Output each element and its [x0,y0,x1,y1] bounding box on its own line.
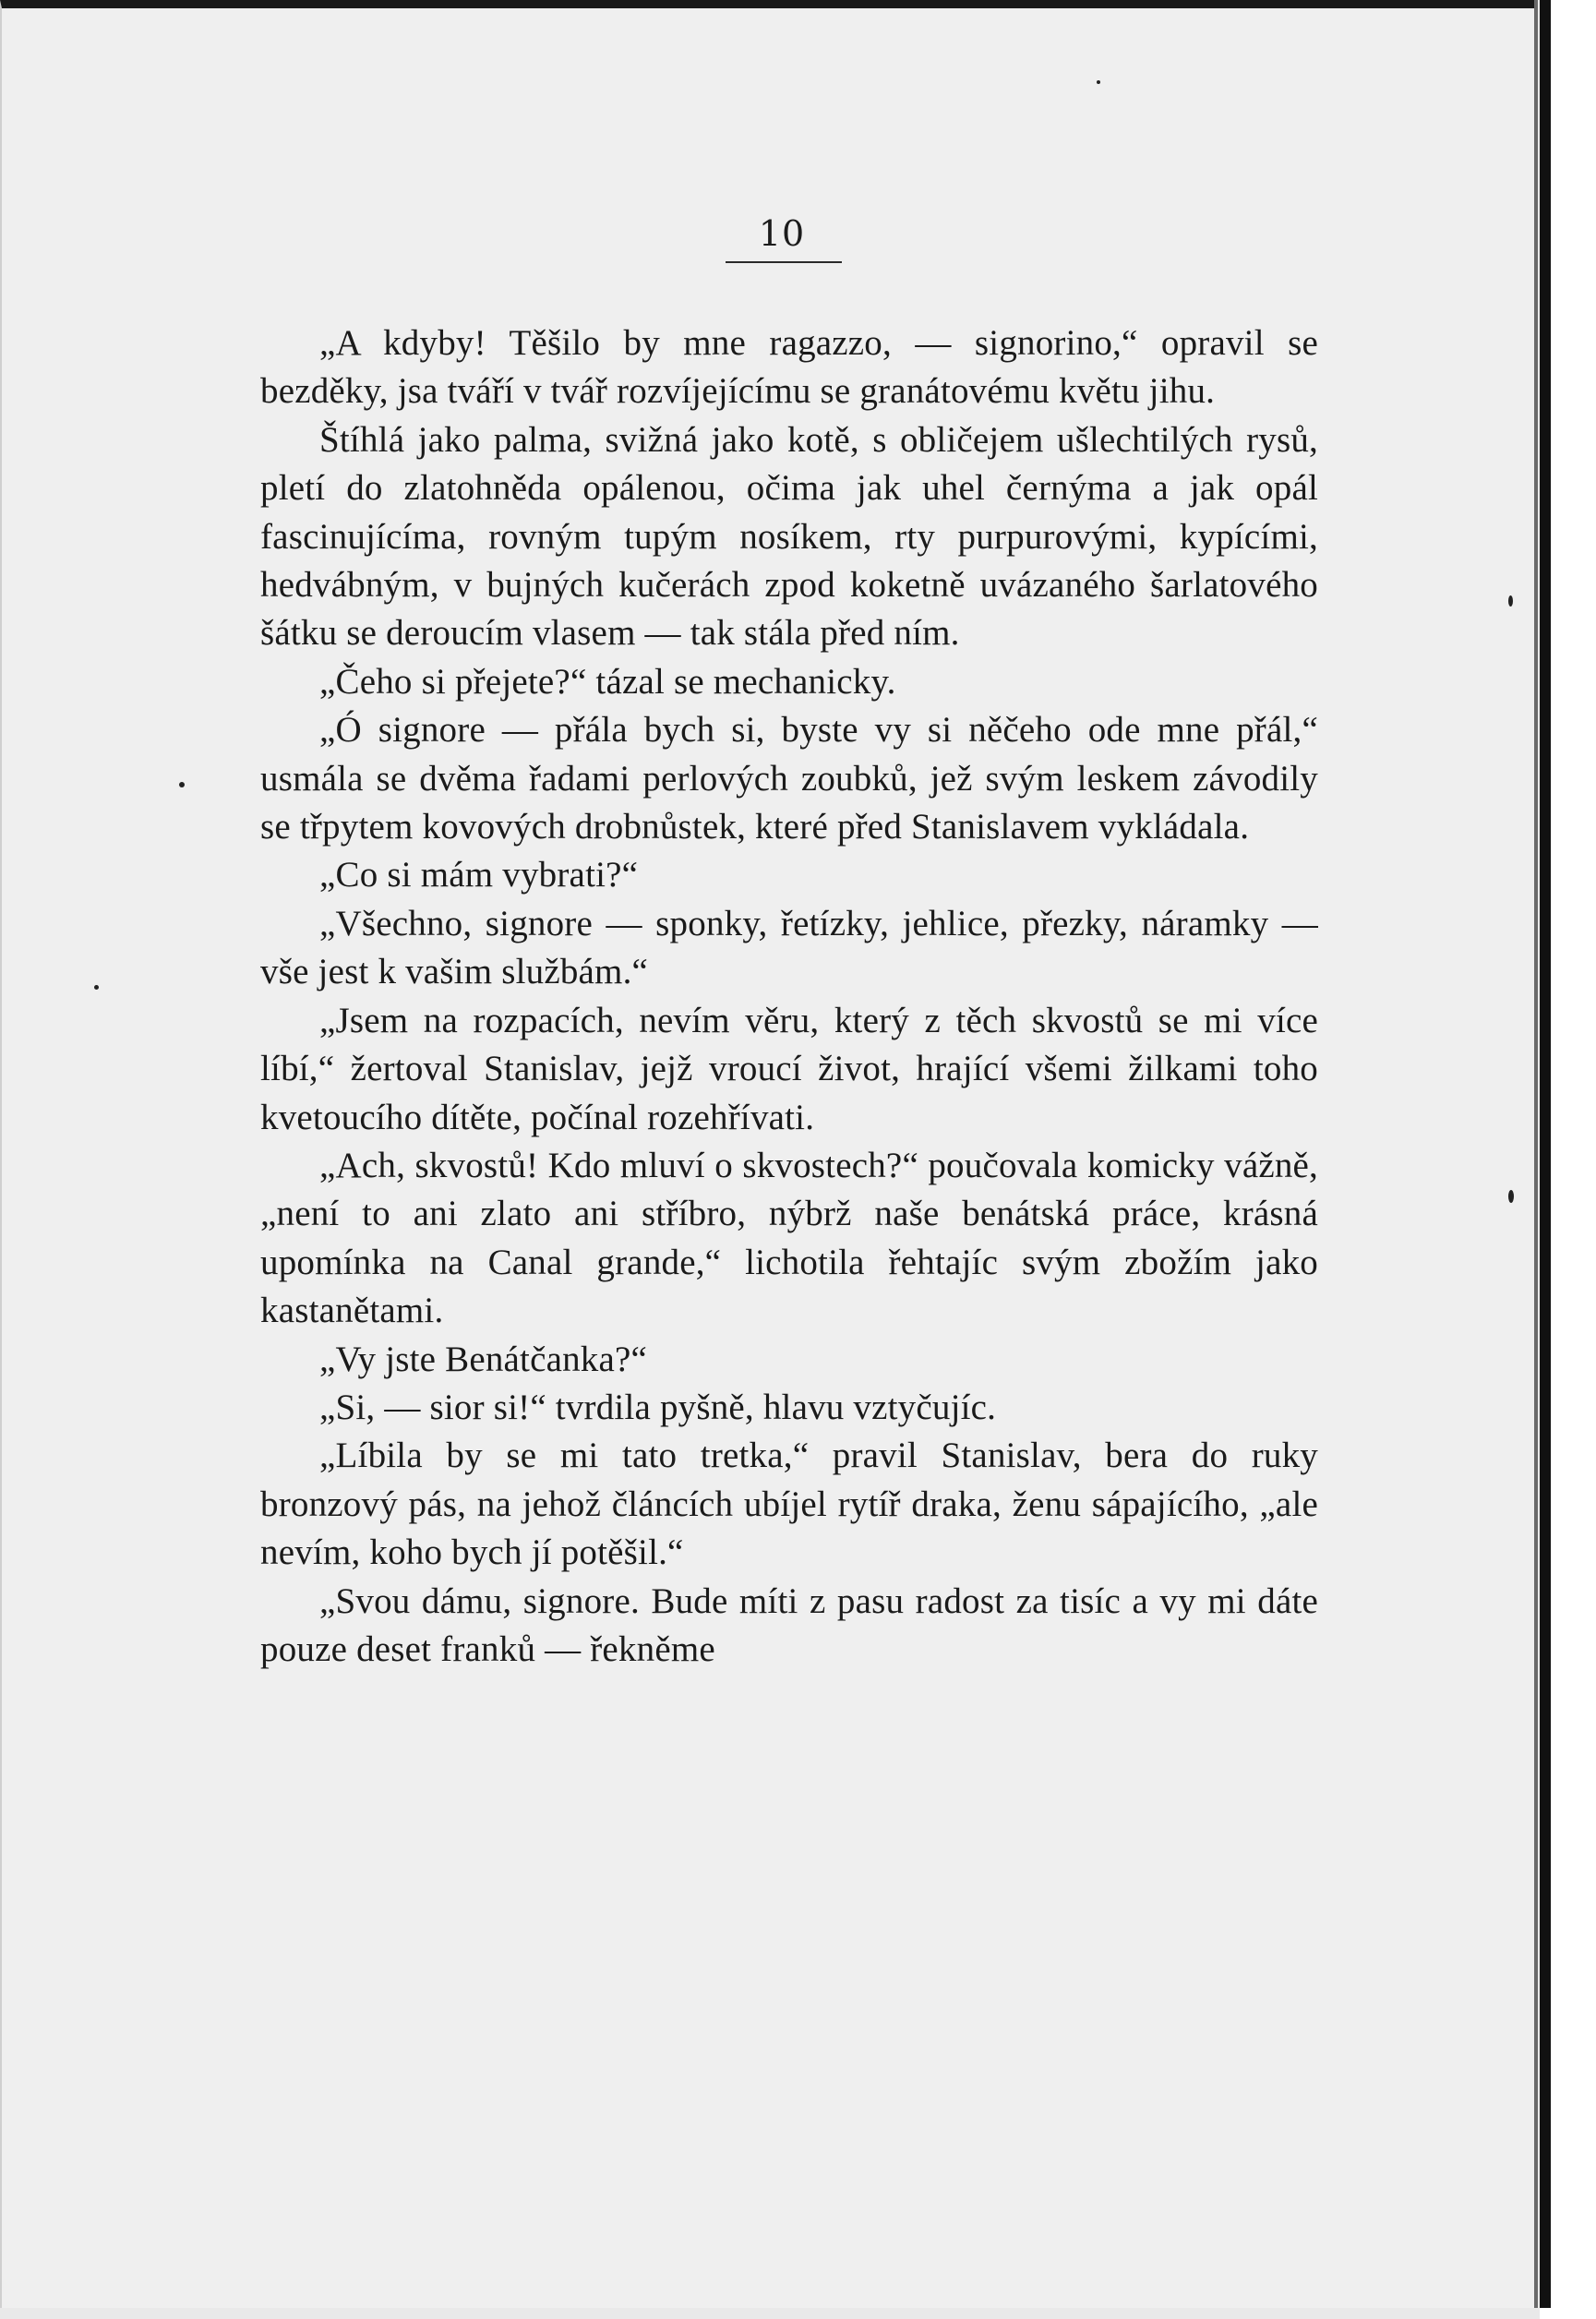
paragraph: „Co si mám vybrati?“ [319,855,639,895]
paragraph: „Ach, skvostů! Kdo mluví o skvostech?“ poučovala komicky vážně, „není to ani zlato ani stříbro, nýbrž naše benátská práce, krásná upomínka na Canal grande,“ lichotila řehtajíc svým zbožím jako kastanětami. [260,1145,1318,1331]
page-number: 10 [758,213,806,254]
dust-speck [1097,80,1100,84]
paragraph: „Svou dámu, signore. Bude míti z pasu radost za tisíc a vy mi dáte pouze deset franků — řekněme [260,1580,1318,1669]
paragraph: „Si, — sior si!“ tvrdila pyšně, hlavu vztyčujíc. [319,1387,997,1427]
dust-speck [1508,1190,1514,1203]
paragraph: „Vy jste Benátčanka?“ [319,1339,648,1379]
paragraph: „Všechno, signore — sponky, řetízky, jehlice, přezky, náramky — vše jest k vašim službám.“ [260,903,1318,992]
paragraph: Štíhlá jako palma, svižná jako kotě, s obličejem ušlechtilých rysů, pletí do zlatohněda opálenou, očima jak uhel černýma a jak opál fascinujícíma, rovným tupým nosíkem, rty purpurovými, kypícími, hedvábným, v bujných kučerách zpod koketně uvázaného šarlatového šátku se deroucím vlasem — tak stála před ním. [260,419,1318,654]
page-number-rule [726,261,842,263]
paragraph: „Čeho si přejete?“ tázal se mechanicky. [319,661,896,702]
paragraph: „Jsem na rozpacích, nevím věru, který z těch skvostů se mi více líbí,“ žertoval Stanislav, jejž vroucí život, hrající všemi žilkami toho kvetoucího dítěte, počínal rozehřívati. [260,1000,1318,1137]
paragraph: „Ó signore — přála bych si, byste vy si něčeho ode mne přál,“ usmála se dvěma řadami perlových zoubků, jež svým leskem závodily se třpytem kovových drobnůstek, které před Stanislavem vykládala. [260,710,1318,847]
body-text [260,319,1318,1674]
paragraph: „A kdyby! Těšilo by mne ragazzo, — signorino,“ opravil se bezděky, jsa tváří v tvář rozvíjejícímu se granátovému květu jihu. [260,323,1318,412]
dust-speck [94,985,99,990]
dust-speck [179,782,185,787]
dust-speck [1508,595,1513,607]
page-edge-shadow [1534,0,1538,2308]
page-edge [1540,0,1551,2308]
paragraph: „Líbila by se mi tato tretka,“ pravil Stanislav, bera do ruky bronzový pás, na jehož článcích ubíjel rytíř draka, ženu sápajícího, „ale nevím, koho bych jí potěšil.“ [260,1436,1318,1573]
